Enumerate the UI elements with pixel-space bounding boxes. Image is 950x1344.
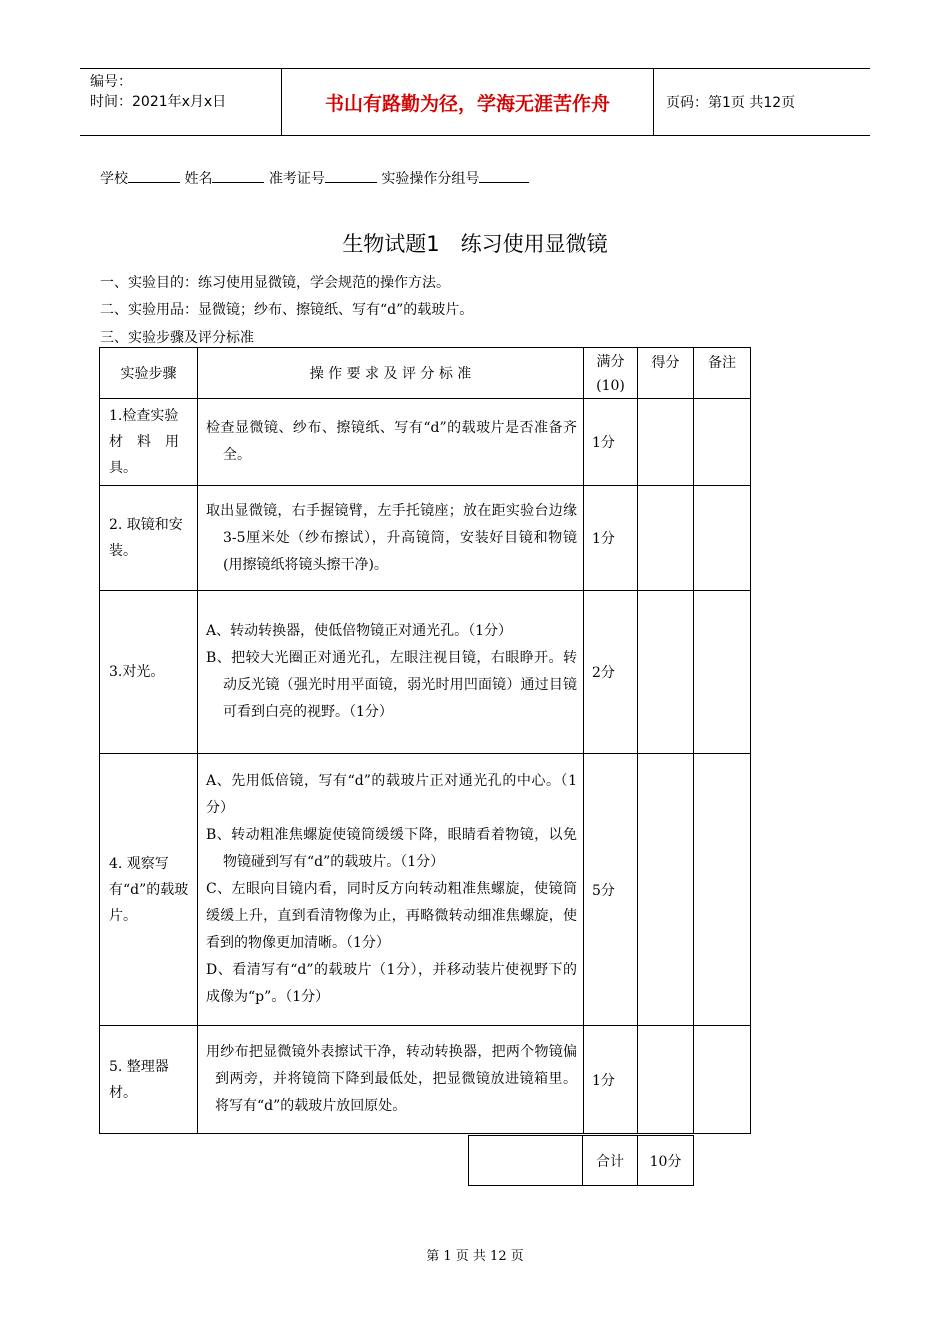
- student-info-line: [100, 168, 529, 188]
- step-cell: 1.检查实验材 料 用具。: [100, 399, 198, 486]
- group-label: 实验操作分组号: [381, 171, 480, 187]
- total-table: [468, 1135, 694, 1186]
- remark-cell: [694, 486, 751, 591]
- points-cell: 1分: [584, 399, 638, 486]
- points-cell: 5分: [584, 754, 638, 1026]
- school-label: 学校: [100, 171, 128, 187]
- header-full-score: 满分(10): [584, 348, 638, 399]
- remark-cell: [694, 754, 751, 1026]
- score-cell: [638, 591, 694, 754]
- requirement-text: 用纱布把显微镜外表擦试干净，转动转换器，把两个物镜偏到两旁，并将镜筒下降到最低处，把显微镜放进镜箱里。将写有“d”的载玻片放回原处。: [206, 1044, 577, 1114]
- name-label: 姓名: [184, 171, 213, 187]
- score-cell: [638, 754, 694, 1026]
- group-blank: [479, 168, 529, 183]
- table-row: [100, 399, 751, 486]
- name-blank: [212, 168, 264, 183]
- requirement-text: C、左眼向目镜内看，同时反方向转动粗准焦螺旋，使镜筒缓缓上升，直到看清物像为止，再略微转动细准焦螺旋，使看到的物像更加清晰。（1分）: [206, 881, 577, 951]
- table-row: [100, 486, 751, 591]
- requirement-cell: [198, 591, 584, 754]
- requirement-cell: [198, 754, 584, 1026]
- table-row: [100, 754, 751, 1026]
- score-cell: [638, 1026, 694, 1134]
- table-header-row: [100, 348, 751, 399]
- header-score: 得分: [638, 348, 694, 399]
- header-remark: 备注: [694, 348, 751, 399]
- points-cell: 2分: [584, 591, 638, 754]
- section-steps-heading: 三、实验步骤及评分标准: [100, 330, 254, 346]
- total-empty-cell: [469, 1136, 583, 1186]
- table-row: [100, 591, 751, 754]
- requirement-cell: [198, 399, 584, 486]
- table-row: [100, 1026, 751, 1134]
- requirement-text: B、转动粗准焦螺旋使镜筒缓缓下降，眼睛看着物镜，以免物镜碰到写有“d”的载玻片。（1分）: [206, 827, 577, 870]
- exam-id-blank: [325, 168, 377, 183]
- step-cell: 5. 整理器材。: [100, 1026, 198, 1134]
- points-cell: 1分: [584, 486, 638, 591]
- number-label: 编号：: [90, 74, 132, 90]
- total-row: [469, 1136, 694, 1186]
- step-cell: 4. 观察写有“d”的载玻片。: [100, 754, 198, 1026]
- requirement-text: 检查显微镜、纱布、擦镜纸、写有“d”的载玻片是否准备齐全。: [206, 420, 577, 463]
- requirement-text: B、把较大光圈正对通光孔，左眼注视目镜，右眼睁开。转动反光镜（强光时用平面镜，弱光时用凹面镜）通过目镜可看到白亮的视野。（1分）: [206, 650, 577, 720]
- header-requirement: 操 作 要 求 及 评 分 标 准: [198, 348, 584, 399]
- requirement-text: A、先用低倍镜，写有“d”的载玻片正对通光孔的中心。（1分）: [206, 773, 577, 816]
- score-cell: [638, 486, 694, 591]
- school-blank: [128, 168, 180, 183]
- header-page-info: 页码：第1页 共12页: [666, 95, 796, 111]
- document-title: 生物试题1 练习使用显微镜: [342, 232, 608, 256]
- exam-id-label: 准考证号: [268, 171, 325, 187]
- total-value: 10分: [638, 1136, 694, 1186]
- time-label: 时间：2021年x月x日: [90, 94, 227, 110]
- page-footer: 第 1 页 共 12 页: [426, 1249, 524, 1264]
- header-meta: [80, 69, 282, 135]
- remark-cell: [694, 399, 751, 486]
- section-materials: 二、实验用品：显微镜；纱布、擦镜纸、写有“d”的载玻片。: [100, 302, 474, 318]
- requirement-text: A、转动转换器，使低倍物镜正对通光孔。（1分）: [206, 623, 513, 639]
- score-cell: [638, 399, 694, 486]
- header-motto: 书山有路勤为径，学海无涯苦作舟: [282, 69, 654, 135]
- section-purpose: 一、实验目的：练习使用显微镜，学会规范的操作方法。: [100, 275, 450, 291]
- grading-table: [99, 347, 751, 1134]
- requirement-cell: [198, 1026, 584, 1134]
- requirement-text: 取出显微镜，右手握镜臂，左手托镜座；放在距实验台边缘3-5厘米处（纱布擦试），升高镜筒，安装好目镜和物镜(用擦镜纸将镜头擦干净)。: [206, 502, 577, 573]
- remark-cell: [694, 591, 751, 754]
- page-header: [80, 68, 870, 136]
- step-cell: 3.对光。: [100, 591, 198, 754]
- points-cell: 1分: [584, 1026, 638, 1134]
- total-label: 合计: [583, 1136, 638, 1186]
- requirement-cell: [198, 486, 584, 591]
- requirement-text: D、看清写有“d”的载玻片（1分），并移动装片使视野下的成像为“p”。（1分）: [206, 962, 577, 1005]
- step-cell: 2. 取镜和安装。: [100, 486, 198, 591]
- header-step: 实验步骤: [100, 348, 198, 399]
- remark-cell: [694, 1026, 751, 1134]
